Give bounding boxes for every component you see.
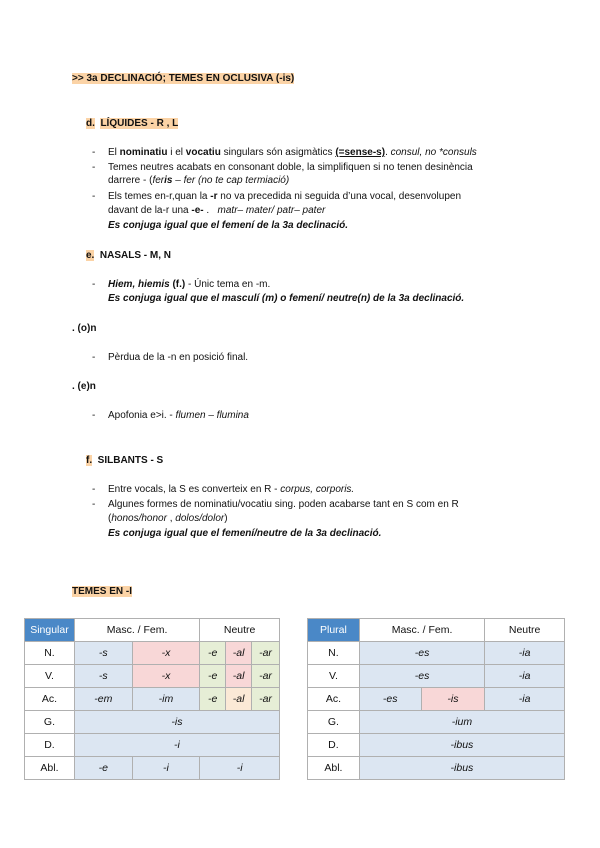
bullet-silbants-2: Algunes formes de nominatiu/vocatiu sing. poden acabarse tant en S com en R (108, 499, 459, 510)
bullet-dash: - (92, 191, 96, 202)
section-heading-liquides: d. LÍQUIDES - R , L (86, 118, 179, 129)
table-cell: -i (200, 757, 280, 780)
bullet-dash: - (92, 484, 96, 495)
table-cell: -ar (252, 688, 280, 711)
table-header-row (308, 619, 565, 642)
header-cell: Neutre (485, 619, 565, 642)
table-cell: -e (200, 688, 226, 711)
table-cell: -al (226, 665, 252, 688)
section-heading-on: . (o)n (72, 323, 97, 334)
case-cell: V. (308, 665, 360, 688)
table-row (308, 734, 565, 757)
table-cell: -is (74, 711, 279, 734)
header-cell: Masc. / Fem. (74, 619, 199, 642)
table-cell: -im (132, 688, 200, 711)
table-cell: -ia (485, 665, 565, 688)
table-cell: -ibus (359, 734, 564, 757)
case-cell: Ac. (25, 688, 75, 711)
table-cell: -x (132, 665, 200, 688)
table-row (308, 642, 565, 665)
bullet-dash: - (92, 162, 96, 173)
table-row (25, 665, 280, 688)
table-cell: -s (74, 665, 132, 688)
case-cell: V. (25, 665, 75, 688)
case-cell: D. (25, 734, 75, 757)
table-row (25, 734, 280, 757)
table-cell: -i (74, 734, 279, 757)
bullet-liquides-2: Temes neutres acabats en consonant doble, la simplifiquen si no tenen desinència (108, 162, 473, 173)
table-cell: -em (74, 688, 132, 711)
bullet-on-1: Pèrdua de la -n en posició final. (108, 352, 249, 363)
bullet-liquides-3-cont: davant de la-r una -e- . matr– mater/ patr– pater (108, 205, 326, 216)
section-heading-silbants: f. SILBANTS - S (86, 455, 164, 466)
table-cell: -e (74, 757, 132, 780)
header-cell: Plural (308, 619, 360, 642)
bullet-silbants-2-cont: (honos/honor , dolos/dolor) (108, 513, 228, 524)
table-row (25, 688, 280, 711)
header-cell: Singular (25, 619, 75, 642)
note-liquides: Es conjuga igual que el femení de la 3a declinació. (108, 220, 349, 231)
page-title: >> 3a DECLINACIÓ; TEMES EN OCLUSIVA (-is) (72, 73, 295, 84)
table-row (308, 688, 565, 711)
table-header-row (25, 619, 280, 642)
table-cell: -ium (359, 711, 564, 734)
case-cell: G. (25, 711, 75, 734)
table-cell: -x (132, 642, 200, 665)
bullet-liquides-2-cont: darrere - (feris – fer (no te cap termiació) (108, 175, 290, 186)
bullet-dash: - (92, 352, 96, 363)
bullet-en-1: Apofonia e>i. - flumen – flumina (108, 410, 249, 421)
bullet-dash: - (92, 410, 96, 421)
table-row (25, 642, 280, 665)
header-cell: Neutre (200, 619, 280, 642)
table-cell: -ibus (359, 757, 564, 780)
case-cell: D. (308, 734, 360, 757)
table-cell: -es (359, 665, 484, 688)
bullet-dash: - (92, 279, 96, 290)
table-row (25, 711, 280, 734)
case-cell: G. (308, 711, 360, 734)
bullet-silbants-1: Entre vocals, la S es converteix en R - corpus, corporis. (108, 484, 355, 495)
table-cell: -ia (485, 688, 565, 711)
bullet-nasals-1: Hiem, hiemis (f.) - Únic tema en -m. (108, 279, 271, 290)
table-row (308, 757, 565, 780)
table-cell: -es (359, 688, 421, 711)
note-silbants: Es conjuga igual que el femení/neutre de la 3a declinació. (108, 528, 382, 539)
case-cell: N. (308, 642, 360, 665)
bullet-dash: - (92, 147, 96, 158)
table-row (25, 757, 280, 780)
table-cell: -e (200, 642, 226, 665)
case-cell: Abl. (308, 757, 360, 780)
case-cell: Ac. (308, 688, 360, 711)
case-cell: Abl. (25, 757, 75, 780)
table-cell: -al (226, 642, 252, 665)
table-cell: -i (132, 757, 200, 780)
section-heading-nasals: e. NASALS - M, N (86, 250, 172, 261)
table-cell: -ar (252, 642, 280, 665)
table-row (308, 665, 565, 688)
section-heading-en: . (e)n (72, 381, 96, 392)
table-cell: -ia (485, 642, 565, 665)
table-row (308, 711, 565, 734)
table-cell: -ar (252, 665, 280, 688)
header-cell: Masc. / Fem. (359, 619, 484, 642)
section-heading-temes-i: TEMES EN -I (72, 586, 133, 597)
plural-table (307, 618, 565, 780)
table-cell: -is (421, 688, 485, 711)
case-cell: N. (25, 642, 75, 665)
table-cell: -e (200, 665, 226, 688)
table-cell: -es (359, 642, 484, 665)
singular-table (24, 618, 280, 780)
bullet-liquides-3: Els temes en-r,quan la -r no va precedida ni seguida d’una vocal, desenvolupen (108, 191, 462, 202)
bullet-dash: - (92, 499, 96, 510)
table-cell: -al (226, 688, 252, 711)
note-nasals: Es conjuga igual que el masculí (m) o femení/ neutre(n) de la 3a declinació. (108, 293, 465, 304)
bullet-liquides-1: El nominatiu i el vocatiu singulars són asigmàtics (=sense-s). consul, no *consuls (108, 147, 477, 158)
table-cell: -s (74, 642, 132, 665)
